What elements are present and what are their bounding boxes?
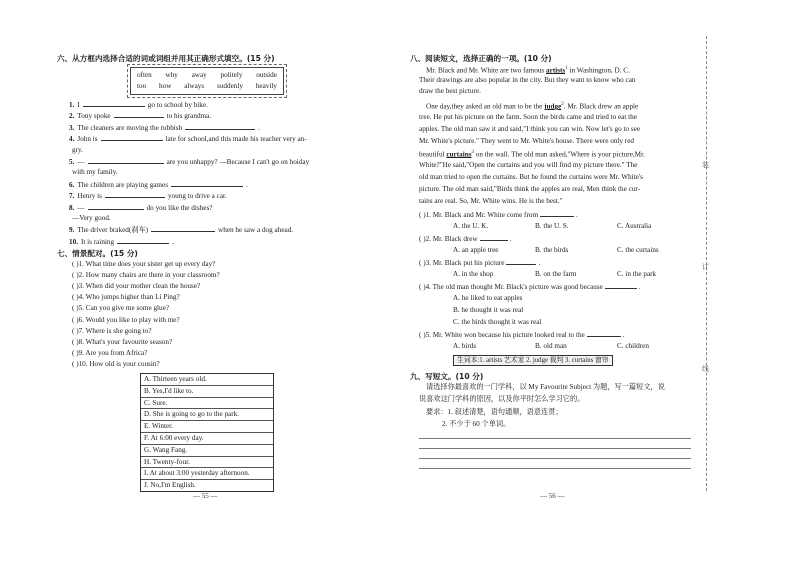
item-text: John is xyxy=(77,135,98,144)
instruction-line: 请选择你最喜欢的一门学科，以 My Favourite Subject 为题，写一篇短文，说 xyxy=(426,383,665,391)
fill-item xyxy=(72,167,118,177)
answer-option: A. Thirteen years old. xyxy=(141,374,273,386)
option[interactable]: A. an apple tree xyxy=(453,246,499,254)
item-text: to his grandma. xyxy=(166,112,212,121)
item-number: 5. xyxy=(69,158,75,166)
item-number: 2. xyxy=(69,112,75,121)
option[interactable]: B. the birds xyxy=(535,246,569,254)
question-end: . xyxy=(622,331,625,339)
writing-line[interactable] xyxy=(419,458,691,459)
item-number: 6. xyxy=(69,180,75,189)
item-text: . xyxy=(172,237,174,246)
item-text: when he saw a dog ahead. xyxy=(218,226,294,235)
question-stem[interactable] xyxy=(419,233,511,244)
passage-line: apples. The old man saw it and said,"I think you can win. Now let's go to see xyxy=(419,125,641,133)
passage-line: Their drawings are also popular in the city. But they want to know who can xyxy=(419,76,636,84)
word-judge: judge xyxy=(544,102,562,111)
box-word: why xyxy=(165,71,178,79)
writing-line[interactable] xyxy=(419,468,691,469)
passage-line: Mr. White's picture." They went to Mr. White's house. There were only red xyxy=(419,137,634,145)
question-text: ( )1. Mr. Black and Mr. White come from xyxy=(419,211,539,219)
matching-question[interactable]: ( )1. What time does your sister get up every day? xyxy=(72,260,216,268)
writing-line[interactable] xyxy=(419,438,691,439)
item-number: 1. xyxy=(69,101,75,109)
box-word: too xyxy=(137,82,147,90)
answer-blank[interactable] xyxy=(506,257,536,265)
option[interactable]: A. birds xyxy=(453,342,477,350)
item-text: The children are playing games xyxy=(77,180,168,189)
passage-line: tains are real. So, Mr. White wins. He is the best." xyxy=(419,197,563,205)
item-text: go to school by bike. xyxy=(147,101,208,109)
box-word: politely xyxy=(220,71,243,79)
question-text: ( )3. Mr. Black put his picture xyxy=(419,259,505,267)
instruction-line: 说喜欢这门学科的原因，以及你平时怎么学习它的。 xyxy=(419,395,585,403)
answer-option: J. No,I'm English. xyxy=(144,481,196,490)
option[interactable]: C. in the park xyxy=(617,270,657,278)
answer-blank[interactable] xyxy=(171,179,243,187)
option[interactable]: C. children xyxy=(617,342,649,350)
box-word: suddenly xyxy=(217,82,243,90)
question-stem[interactable] xyxy=(419,329,625,340)
fill-item xyxy=(72,145,83,155)
fill-item xyxy=(69,236,174,247)
option[interactable]: A. he liked to eat apples xyxy=(453,294,523,302)
answer-option: F. At 6:00 every day. xyxy=(141,433,273,445)
item-number: 8. xyxy=(69,203,75,212)
fill-item xyxy=(69,190,227,201)
item-text: do you like the dishes? xyxy=(146,203,213,212)
option[interactable]: B. on the farm xyxy=(535,270,577,278)
item-text: Tony spoke xyxy=(77,112,111,121)
passage-line: beautiful curtains$^3$ on the wall. The old man asked,"Where is your picture,Mr. xyxy=(419,150,645,159)
item-text: young to drive a car. xyxy=(167,192,227,201)
fill-item xyxy=(69,202,212,213)
answer-blank[interactable] xyxy=(587,329,621,337)
option[interactable]: B. the U. S. xyxy=(535,222,569,230)
answer-option: H. Twenty-four. xyxy=(141,457,273,469)
option[interactable]: A. the U. K. xyxy=(453,222,489,230)
answer-blank[interactable] xyxy=(151,224,215,232)
fill-item xyxy=(69,179,248,190)
item-continuation: gry. xyxy=(72,145,83,154)
answer-blank[interactable] xyxy=(83,99,145,107)
answer-option: D. She is going to go to the park. xyxy=(141,409,273,421)
matching-question[interactable]: ( )2. How many chairs are there in your classroom? xyxy=(72,271,220,280)
answer-option: B. Yes,I'd like to. xyxy=(141,386,273,398)
word-box xyxy=(130,67,284,95)
passage-line: picture. The old man said,"Birds think the apples are real, Men think the cur- xyxy=(419,185,641,193)
answer-box xyxy=(140,373,274,492)
word-curtains: curtains xyxy=(446,150,472,159)
answer-blank[interactable] xyxy=(540,209,574,217)
item-number: 10. xyxy=(69,237,78,246)
item-continuation: with my family. xyxy=(72,168,118,177)
option[interactable]: B. old man xyxy=(535,342,567,350)
option[interactable]: C. the birds thought it was real xyxy=(453,318,542,326)
item-text: It is raining xyxy=(80,237,115,246)
answer-blank[interactable] xyxy=(88,202,144,210)
matching-question[interactable]: ( )7. Where is she going to? xyxy=(72,326,152,335)
fill-item xyxy=(69,110,211,121)
matching-question[interactable]: ( )5. Can you give me some glue? xyxy=(72,304,170,313)
question-text: ( )4. The old man thought Mr. Black's picture was good because xyxy=(419,283,603,291)
question-end: . xyxy=(576,211,578,219)
answer-blank[interactable] xyxy=(88,156,164,164)
box-word: often xyxy=(137,71,152,79)
section9-heading: 九、写短文。(10 分) xyxy=(410,372,484,381)
item-text: — xyxy=(77,203,85,212)
item-text: late for school,and this made his teacher very an- xyxy=(165,135,307,144)
item-text: The driver braked(刹车) xyxy=(77,226,149,235)
answer-blank[interactable] xyxy=(117,236,169,244)
item-text: are you unhappy? —Because I can't go on hoiday xyxy=(166,158,310,166)
fill-item xyxy=(72,213,111,223)
item-text: The cleaners are moving the rubbish xyxy=(77,123,183,132)
fill-item xyxy=(69,224,293,235)
question-text: ( )5. Mr. White won because his picture looked real to the xyxy=(419,331,585,339)
fill-item xyxy=(69,122,260,133)
margin-mark: 装 xyxy=(702,161,709,169)
passage-line: tree. He put his picture on the farm. Soon the birds came and tried to eat the xyxy=(419,113,637,121)
item-text: Henry is xyxy=(77,192,102,201)
item-number: 3. xyxy=(69,123,75,132)
requirement-line: 2. 不少于 60 个单词。 xyxy=(442,420,511,428)
matching-question[interactable]: ( )10. How old is your cousin? xyxy=(72,359,160,368)
option[interactable]: B. he thought it was real xyxy=(453,306,524,314)
answer-blank[interactable] xyxy=(480,233,508,241)
matching-question[interactable]: ( )3. When did your mother clean the house? xyxy=(72,282,201,291)
writing-line[interactable] xyxy=(419,448,691,449)
section8-heading: 八、阅读短文，选择正确的一项。(10 分) xyxy=(410,54,552,63)
question-text: ( )2. Mr. Black drew xyxy=(419,235,478,243)
box-word: heavily xyxy=(255,82,277,90)
matching-question[interactable]: ( )4. Who jumps higher than Li Ping? xyxy=(72,293,180,302)
question-stem[interactable] xyxy=(419,257,540,268)
answer-blank[interactable] xyxy=(185,122,255,130)
item-text: . xyxy=(246,180,248,189)
question-end: . xyxy=(538,259,541,267)
question-stem[interactable] xyxy=(419,281,641,292)
requirement-line: 要求：1. 叙述清楚，语句通顺，语意连贯； xyxy=(426,408,563,416)
item-number: 9. xyxy=(69,226,75,235)
item-number: 7. xyxy=(69,192,75,201)
option[interactable]: C. the curtains xyxy=(617,246,659,254)
fill-item xyxy=(69,156,309,167)
answer-option: I. At about 3:00 yesterday afternoon. xyxy=(141,468,273,480)
item-text: — xyxy=(77,158,85,166)
answer-option: G. Wang Fang. xyxy=(141,445,273,457)
item-text: I xyxy=(77,101,80,109)
answer-blank[interactable] xyxy=(114,110,164,118)
passage-line: old man tried to open the curtains. But he found the curtains were Mr. White's xyxy=(419,173,643,181)
section6-heading: 六、从方框内选择合适的词或词组并用其正确形式填空。(15 分) xyxy=(57,54,275,63)
box-word: always xyxy=(184,82,205,90)
item-number: 4. xyxy=(69,135,75,144)
matching-question[interactable]: ( )6. Would you like to play with me? xyxy=(72,315,180,324)
question-end: . xyxy=(509,235,512,243)
margin-mark: 线 xyxy=(702,365,709,373)
matching-question[interactable]: ( )8. What's your favourite season? xyxy=(72,337,173,346)
margin-mark: 订 xyxy=(702,263,709,271)
page-number-left: — 55 — xyxy=(193,492,218,500)
question-stem[interactable] xyxy=(419,209,578,220)
answer-option: E. Winter. xyxy=(141,421,273,433)
word-artists: artists xyxy=(546,66,566,75)
box-word: outside xyxy=(256,71,277,79)
item-continuation: —Very good. xyxy=(72,214,111,222)
page-number-right: — 56 — xyxy=(540,492,565,500)
answer-option: C. Sure. xyxy=(141,398,273,410)
item-text: . xyxy=(258,123,260,132)
option[interactable]: C. Australia xyxy=(617,222,652,230)
section7-heading: 七、情景配对。(15 分) xyxy=(57,249,138,258)
fill-item xyxy=(69,133,307,144)
passage-line: Mr. Black and Mr. White are two famous artists$^1$ in Washington, D. C. xyxy=(426,66,630,75)
question-end: . xyxy=(638,283,641,291)
fill-item xyxy=(69,99,208,110)
option[interactable]: A. in the shop xyxy=(453,270,494,278)
matching-question[interactable]: ( )9. Are you from Africa? xyxy=(72,348,148,357)
answer-blank[interactable] xyxy=(605,281,637,289)
passage-line: One day,they asked an old man to be the judge$^2$. Mr. Black drew an apple xyxy=(426,102,639,111)
box-word: how xyxy=(159,82,172,90)
passage-line: White?"He said,"Open the curtains and you will find my picture there." The xyxy=(419,161,638,169)
glossary: 生词本:1. artists 艺术家 2. judge 裁判 3. curtains 窗帘 xyxy=(453,355,613,366)
passage-line: draw the best picture. xyxy=(419,87,481,95)
box-word: away xyxy=(191,71,207,79)
answer-blank[interactable] xyxy=(105,190,165,198)
answer-blank[interactable] xyxy=(101,133,163,141)
